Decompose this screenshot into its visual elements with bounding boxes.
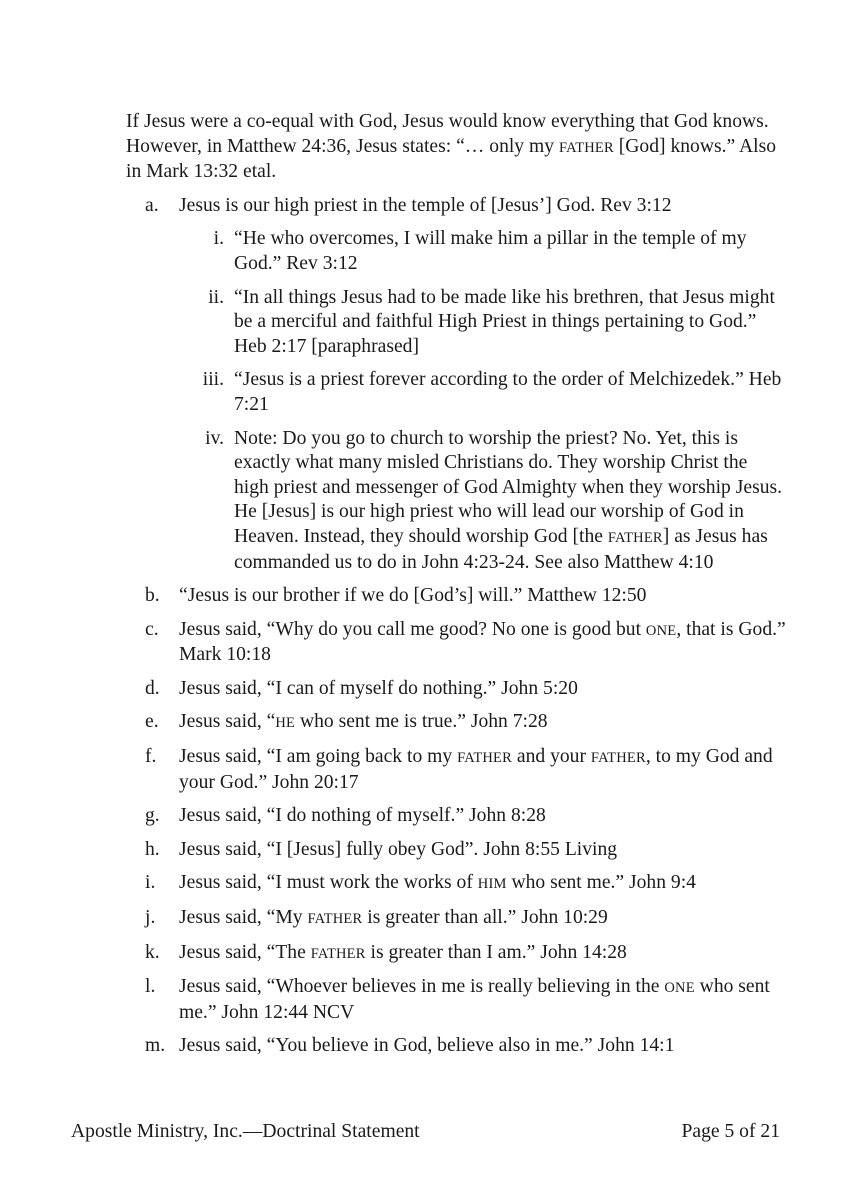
roman-sublist [126, 227, 786, 575]
sublist-item-i: i. “He who overcomes, I will make him a pillar in the temple of my God.” Rev 3:12 [213, 228, 747, 274]
sublist-item-iii: iii. “Jesus is a priest forever according to the order of Melchizedek.” Heb 7:21 [202, 369, 782, 415]
list-item-d: d. Jesus said, “I can of myself do nothing.” John 5:20 [145, 677, 578, 699]
list-item-c: c. Jesus said, “Why do you call me good? No one is good but ONE, that is God.” Mark 10:18 [145, 618, 786, 666]
list-item-f: f. Jesus said, “I am going back to my FATHER and your FATHER, to my God and your God.” John 20:17 [145, 746, 773, 793]
list-item-h: h. Jesus said, “I [Jesus] fully obey God”. John 8:55 Living [145, 838, 618, 860]
list-item-i: i. Jesus said, “I must work the works of HIM who sent me.” John 9:4 [145, 872, 696, 894]
list-item-text: Jesus is our high priest in the temple of [Jesus’] God. Rev 3:12 [179, 194, 672, 216]
list-item-b: b. “Jesus is our brother if we do [God’s] will.” Matthew 12:50 [145, 585, 647, 607]
list-item-k: k. Jesus said, “The FATHER is greater than I am.” John 14:28 [145, 941, 627, 963]
document-body [126, 110, 786, 1068]
list-item-e: e. Jesus said, “HE who sent me is true.” John 7:28 [145, 711, 548, 733]
sublist-item-iv: iv. Note: Do you go to church to worship the priest? No. Yet, this is exactly what many misled Christians do. They worship Christ the high priest and messenger of God Almighty when they worship Jesus. He [Jesus] is our high priest who will lead our worship of God in Heaven. Instead, they should worship God [the FATHER] as Jesus has commanded us to do in John 4:23-24. See also Matthew 4:10 [205, 427, 783, 573]
list-item-j: j. Jesus said, “My FATHER is greater than all.” John 10:29 [145, 907, 608, 929]
list-item-m: m. Jesus said, “You believe in God, believe also in me.” John 14:1 [145, 1035, 675, 1057]
page-footer [71, 1121, 780, 1143]
list-item-a [126, 194, 786, 575]
footer-title: Apostle Ministry, Inc.—Doctrinal Statement [71, 1121, 420, 1142]
intro-paragraph: If Jesus were a co-equal with God, Jesus would know everything that God knows. However, in Matthew 24:36, Jesus states: “… only my FATHER [God] knows.” Also in Mark 13:32 etal. [126, 111, 777, 183]
list-item-l: l. Jesus said, “Whoever believes in me is really believing in the ONE who sent me.” John 12:44 NCV [145, 976, 770, 1023]
sublist-item-ii: ii. “In all things Jesus had to be made like his brethren, that Jesus might be a merciful and faithful High Priest in things pertaining to God.” Heb 2:17 [paraphrased] [208, 286, 775, 357]
list-marker: a. [145, 194, 159, 216]
page-number: Page 5 of 21 [681, 1121, 780, 1142]
alpha-list [126, 194, 786, 1059]
list-item-g: g. Jesus said, “I do nothing of myself.” John 8:28 [145, 805, 546, 827]
